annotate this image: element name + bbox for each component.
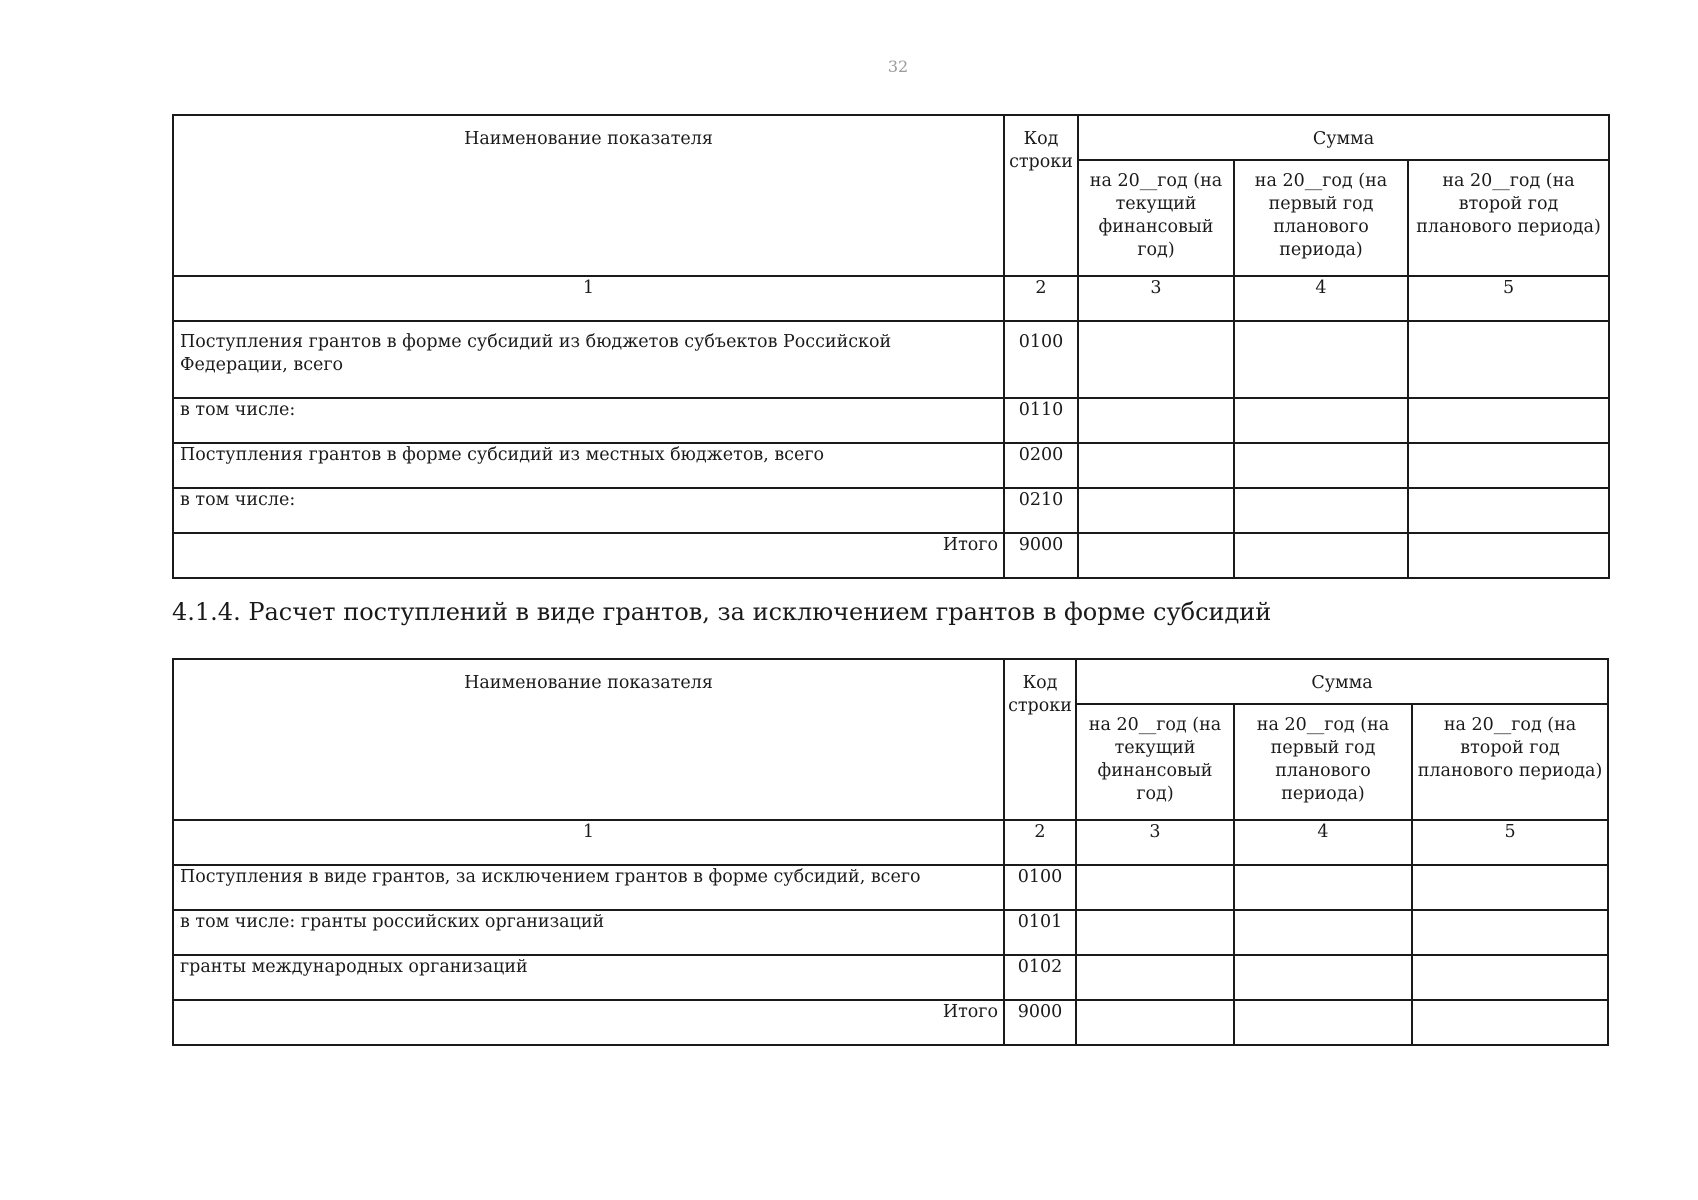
column-number: 1 [173, 820, 1004, 865]
value-cell[interactable] [1234, 910, 1412, 955]
row-name: в том числе: гранты российских организаций [173, 910, 1004, 955]
value-cell[interactable] [1408, 443, 1609, 488]
value-cell[interactable] [1076, 1000, 1234, 1045]
row-code: 0100 [1004, 865, 1076, 910]
value-cell[interactable] [1408, 398, 1609, 443]
table-row [173, 321, 1609, 398]
header-year-current: на 20__год (на текущий финансовый год) [1076, 704, 1234, 820]
table-row [173, 398, 1609, 443]
header-row [173, 115, 1609, 160]
row-code: 9000 [1004, 1000, 1076, 1045]
column-number: 2 [1004, 276, 1078, 321]
header-name: Наименование показателя [173, 659, 1004, 820]
header-year-second: на 20__год (на второй год планового периода) [1412, 704, 1608, 820]
value-cell[interactable] [1408, 488, 1609, 533]
header-year-first: на 20__год (на первый год планового периода) [1234, 160, 1408, 276]
value-cell[interactable] [1234, 955, 1412, 1000]
value-cell[interactable] [1234, 865, 1412, 910]
grants-other-table [172, 658, 1609, 1046]
row-name: в том числе: [173, 488, 1004, 533]
column-number: 2 [1004, 820, 1076, 865]
grants-subsidies-table [172, 114, 1610, 579]
row-code: 0210 [1004, 488, 1078, 533]
column-numbers-row [173, 820, 1608, 865]
column-number: 3 [1076, 820, 1234, 865]
value-cell[interactable] [1078, 321, 1234, 398]
value-cell[interactable] [1234, 488, 1408, 533]
row-name: в том числе: [173, 398, 1004, 443]
column-number: 1 [173, 276, 1004, 321]
column-numbers-row [173, 276, 1609, 321]
value-cell[interactable] [1234, 443, 1408, 488]
row-code: 0110 [1004, 398, 1078, 443]
table-row [173, 488, 1609, 533]
total-label: Итого [173, 533, 1004, 578]
header-sum: Сумма [1076, 659, 1608, 704]
header-year-current: на 20__год (на текущий финансовый год) [1078, 160, 1234, 276]
section-heading: 4.1.4. Расчет поступлений в виде грантов, за исключением грантов в форме субсидий [172, 598, 1272, 626]
row-name: Поступления в виде грантов, за исключением грантов в форме субсидий, всего [173, 865, 1004, 910]
value-cell[interactable] [1408, 321, 1609, 398]
column-number: 4 [1234, 276, 1408, 321]
value-cell[interactable] [1078, 488, 1234, 533]
header-year-first: на 20__год (на первый год планового периода) [1234, 704, 1412, 820]
value-cell[interactable] [1408, 533, 1609, 578]
row-name: гранты международных организаций [173, 955, 1004, 1000]
value-cell[interactable] [1412, 955, 1608, 1000]
value-cell[interactable] [1078, 398, 1234, 443]
column-number: 3 [1078, 276, 1234, 321]
total-row [173, 1000, 1608, 1045]
value-cell[interactable] [1076, 955, 1234, 1000]
row-code: 0101 [1004, 910, 1076, 955]
table-row [173, 443, 1609, 488]
value-cell[interactable] [1234, 398, 1408, 443]
value-cell[interactable] [1412, 910, 1608, 955]
header-row [173, 659, 1608, 704]
header-year-second: на 20__год (на второй год планового периода) [1408, 160, 1609, 276]
value-cell[interactable] [1078, 443, 1234, 488]
row-code: 0200 [1004, 443, 1078, 488]
column-number: 5 [1412, 820, 1608, 865]
header-code: Код строки [1004, 115, 1078, 276]
total-label: Итого [173, 1000, 1004, 1045]
total-row [173, 533, 1609, 578]
value-cell[interactable] [1234, 321, 1408, 398]
header-code: Код строки [1004, 659, 1076, 820]
header-sum: Сумма [1078, 115, 1609, 160]
value-cell[interactable] [1234, 1000, 1412, 1045]
column-number: 4 [1234, 820, 1412, 865]
header-name: Наименование показателя [173, 115, 1004, 276]
row-name: Поступления грантов в форме субсидий из местных бюджетов, всего [173, 443, 1004, 488]
row-name: Поступления грантов в форме субсидий из бюджетов субъектов Российской Федерации, всего [173, 321, 1004, 398]
table-row [173, 910, 1608, 955]
value-cell[interactable] [1076, 865, 1234, 910]
table-row [173, 865, 1608, 910]
column-number: 5 [1408, 276, 1609, 321]
value-cell[interactable] [1078, 533, 1234, 578]
table-row [173, 955, 1608, 1000]
value-cell[interactable] [1412, 1000, 1608, 1045]
row-code: 0102 [1004, 955, 1076, 1000]
row-code: 9000 [1004, 533, 1078, 578]
row-code: 0100 [1004, 321, 1078, 398]
value-cell[interactable] [1234, 533, 1408, 578]
page-number: 32 [887, 57, 909, 76]
value-cell[interactable] [1076, 910, 1234, 955]
value-cell[interactable] [1412, 865, 1608, 910]
